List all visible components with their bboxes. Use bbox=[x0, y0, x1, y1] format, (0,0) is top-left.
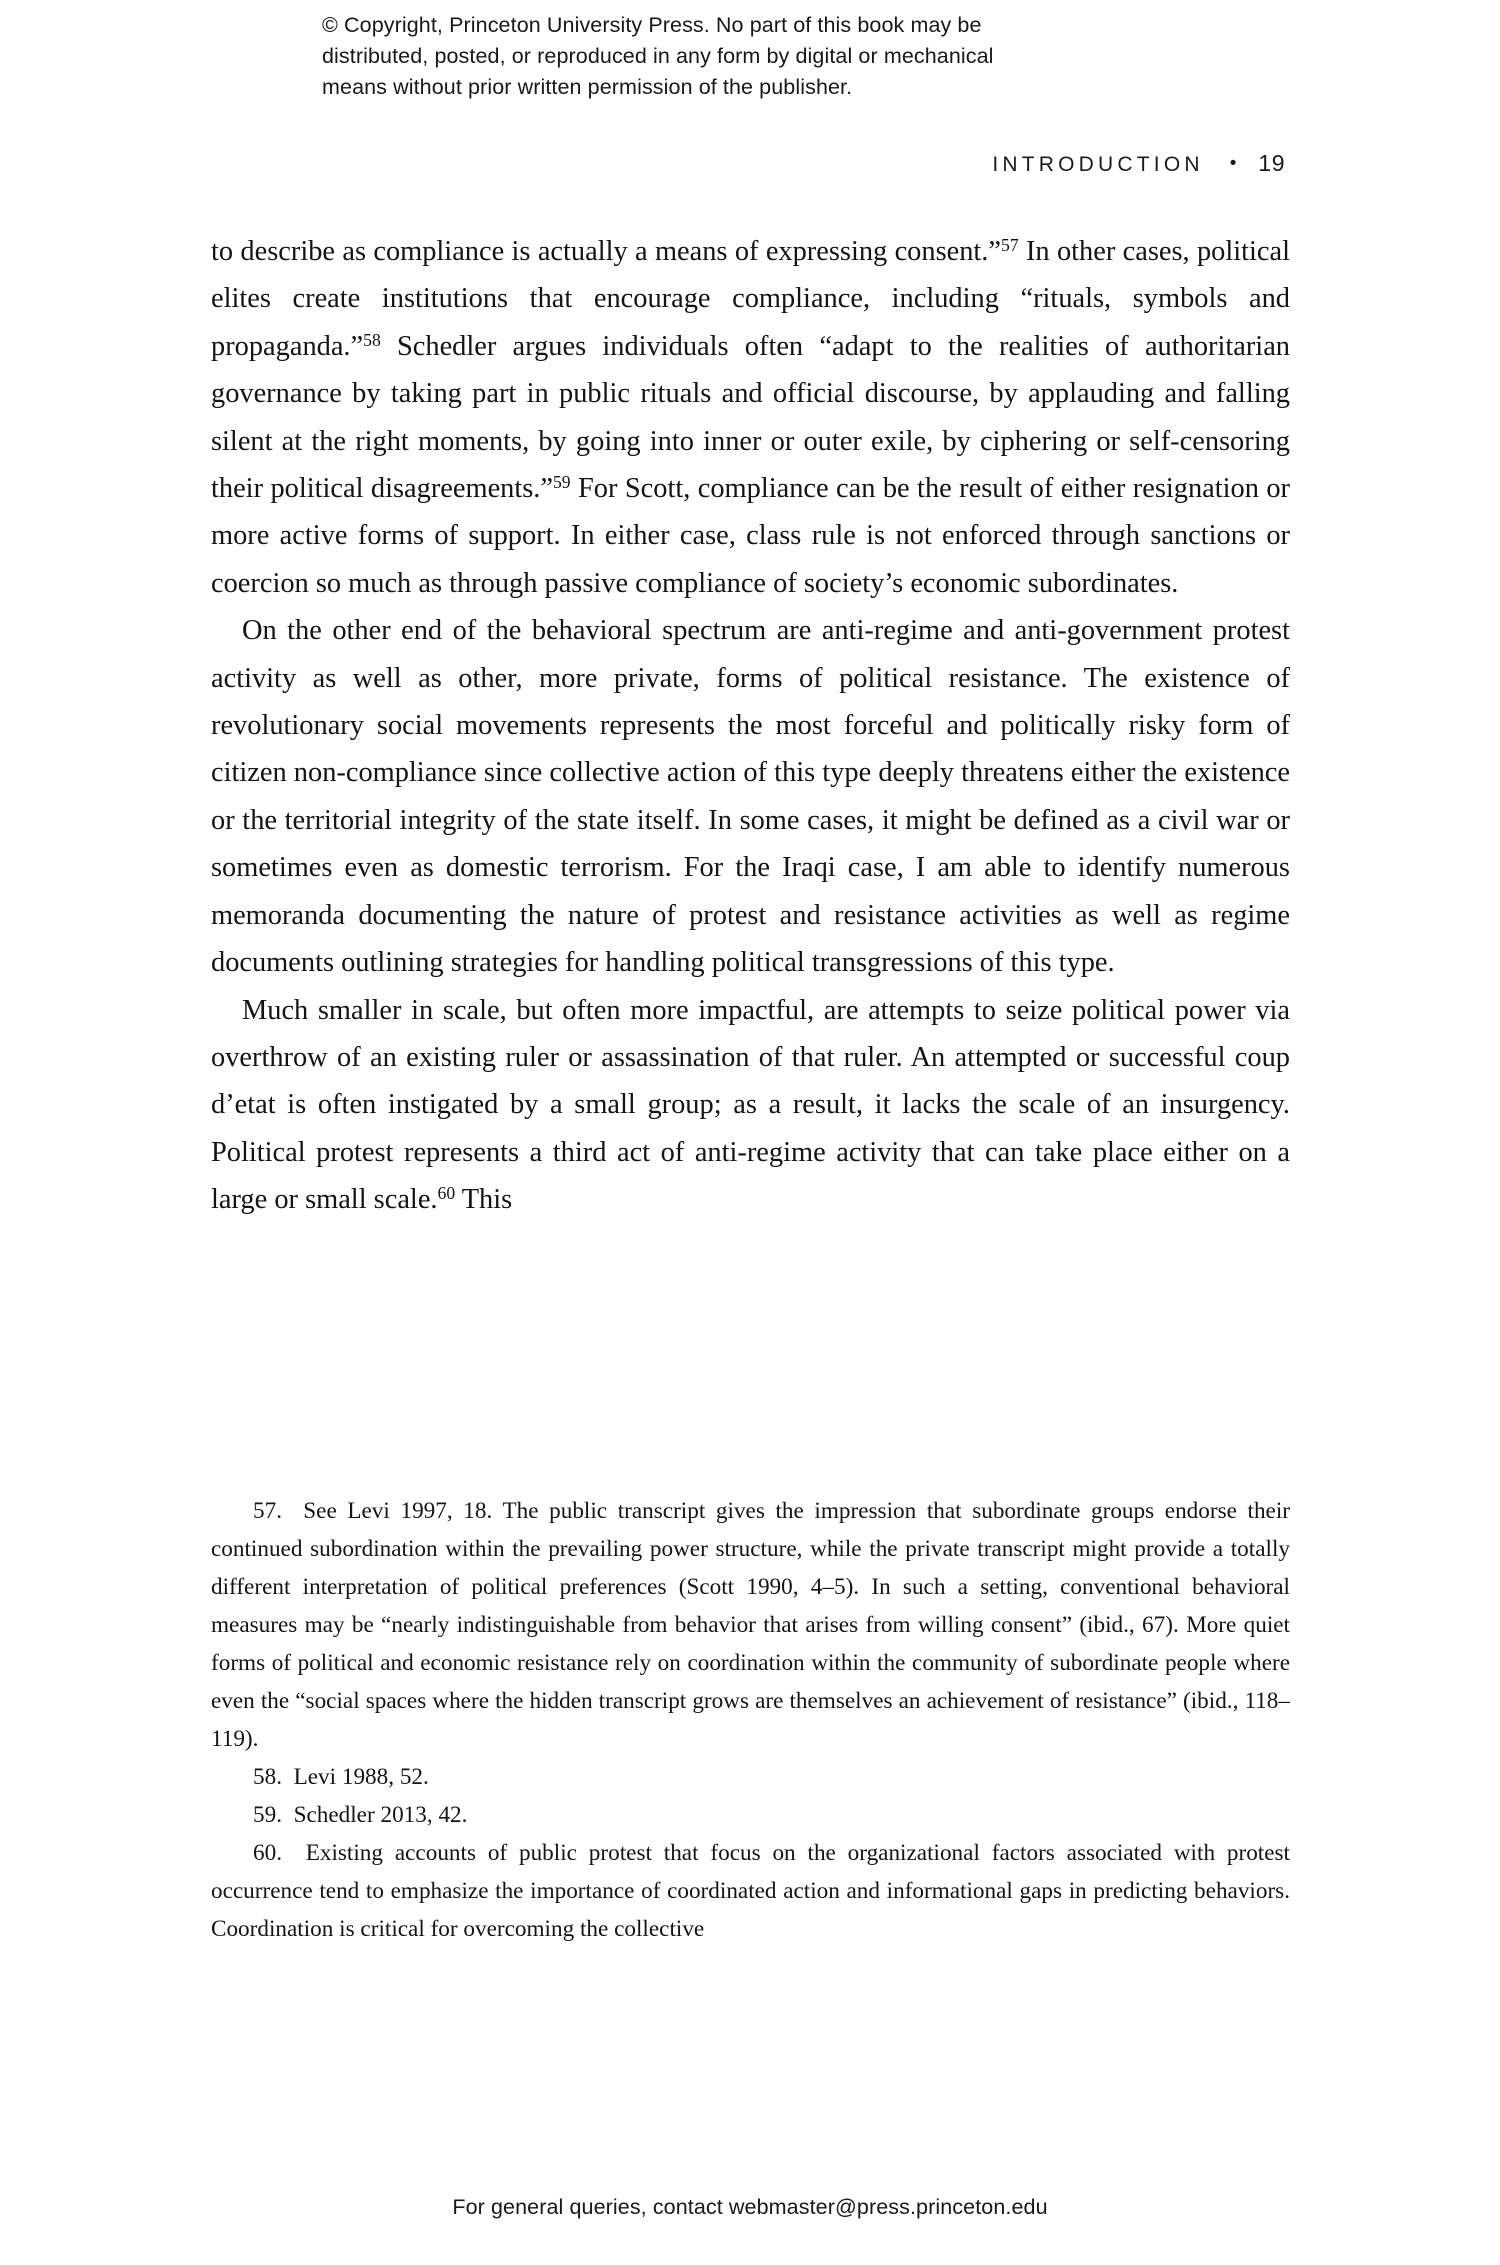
footnotes-section bbox=[211, 1492, 1290, 1948]
p3-segment-a: Much smaller in scale, but often more impactful, are attempts to seize political power via overthrow of an existing ruler or assassination of that ruler. An attempted or successful coup d’etat is often instigated by a small group; as a result, it lacks the scale of an insurgency. Political protest represents a third act of anti-regime activity that can take place either on a large or small scale. bbox=[211, 994, 1290, 1216]
footnote-59-number: 59. bbox=[253, 1802, 282, 1828]
footnote-59 bbox=[211, 1796, 1290, 1834]
footnote-57-text: See Levi 1997, 18. The public transcript gives the impression that subordinate groups endorse their continued subordination within the prevailing power structure, while the private transcript might provide a totally different interpretation of political preferences (Scott 1990, 4–5). In such a setting, conventional behavioral measures may be “nearly indistinguishable from behavior that arises from willing consent” (ibid., 67). More quiet forms of political and economic resistance rely on coordination within the community of subordinate people where even the “social spaces where the hidden transcript grows are themselves an achievement of resistance” (ibid., 118–119). bbox=[211, 1498, 1291, 1752]
body-paragraph-3 bbox=[211, 987, 1290, 1224]
copyright-notice-line-3: means without prior written permission of the publisher. bbox=[322, 75, 853, 99]
footnote-60 bbox=[211, 1834, 1290, 1948]
body-paragraph-1 bbox=[211, 228, 1290, 607]
body-text-column bbox=[211, 228, 1290, 1224]
copyright-notice-line-1: © Copyright, Princeton University Press. No part of this book may be bbox=[322, 13, 982, 37]
p1-segment-c: Schedler argues individuals often “adapt to the realities of authoritarian governance by taking part in public rituals and official discourse, by applauding and falling silent at the right moments, by going into inner or outer exile, by ciphering or self-censoring their political disagreements.” bbox=[211, 330, 1290, 505]
footnote-reference-60[interactable]: 60 bbox=[437, 1182, 456, 1203]
p1-segment-b: In other cases, political elites create institutions that encourage compliance, including “rituals, symbols and propaganda.” bbox=[211, 236, 1290, 362]
footnote-reference-58[interactable]: 58 bbox=[363, 329, 381, 350]
footnote-59-text: Schedler 2013, 42. bbox=[293, 1802, 468, 1828]
p1-segment-d: For Scott, compliance can be the result of either resignation or more active forms of support. In either case, class rule is not enforced through sanctions or coercion so much as through passive compliance of society’s economic subordinates. bbox=[211, 473, 1290, 599]
footnote-58-number: 58. bbox=[253, 1764, 282, 1790]
footnote-60-text: Existing accounts of public protest that focus on the organizational factors associated with protest occurrence tend to emphasize the importance of coordinated action and informational gaps in predicting behaviors. Coordination is critical for overcoming the collective bbox=[211, 1840, 1291, 1942]
running-head bbox=[992, 150, 1285, 177]
footnote-reference-57[interactable]: 57 bbox=[1001, 234, 1019, 255]
page-number: 19 bbox=[1258, 150, 1285, 176]
body-paragraph-2: On the other end of the behavioral spectrum are anti-regime and anti-government protest activity as well as other, more private, forms of political resistance. The existence of revolutionary social movements represents the most forceful and politically risky form of citizen non-compliance since collective action of this type deeply threatens either the existence or the territorial integrity of the state itself. In some cases, it might be defined as a civil war or sometimes even as domestic terrorism. For the Iraqi case, I am able to identify numerous memoranda documenting the nature of protest and resistance activities as well as regime documents outlining strategies for handling political transgressions of this type. bbox=[211, 615, 1290, 979]
footnote-reference-59[interactable]: 59 bbox=[553, 471, 571, 492]
p3-segment-b: This bbox=[455, 1184, 513, 1216]
footnote-58 bbox=[211, 1758, 1290, 1796]
copyright-notice bbox=[322, 10, 1172, 103]
copyright-notice-line-2: distributed, posted, or reproduced in any form by digital or mechanical bbox=[322, 44, 994, 68]
running-head-title: INTRODUCTION bbox=[992, 153, 1204, 176]
footnote-57-number: 57. bbox=[253, 1498, 282, 1524]
footnote-58-text: Levi 1988, 52. bbox=[293, 1764, 429, 1790]
page-footer-text: For general queries, contact webmaster@press.princeton.edu bbox=[452, 2195, 1048, 2219]
footnote-60-number: 60. bbox=[253, 1840, 282, 1866]
page-footer bbox=[0, 2195, 1500, 2220]
p1-segment-a: to describe as compliance is actually a means of expressing consent.” bbox=[211, 236, 1002, 267]
footnote-57 bbox=[211, 1492, 1290, 1758]
running-head-separator-bullet: • bbox=[1229, 153, 1237, 174]
